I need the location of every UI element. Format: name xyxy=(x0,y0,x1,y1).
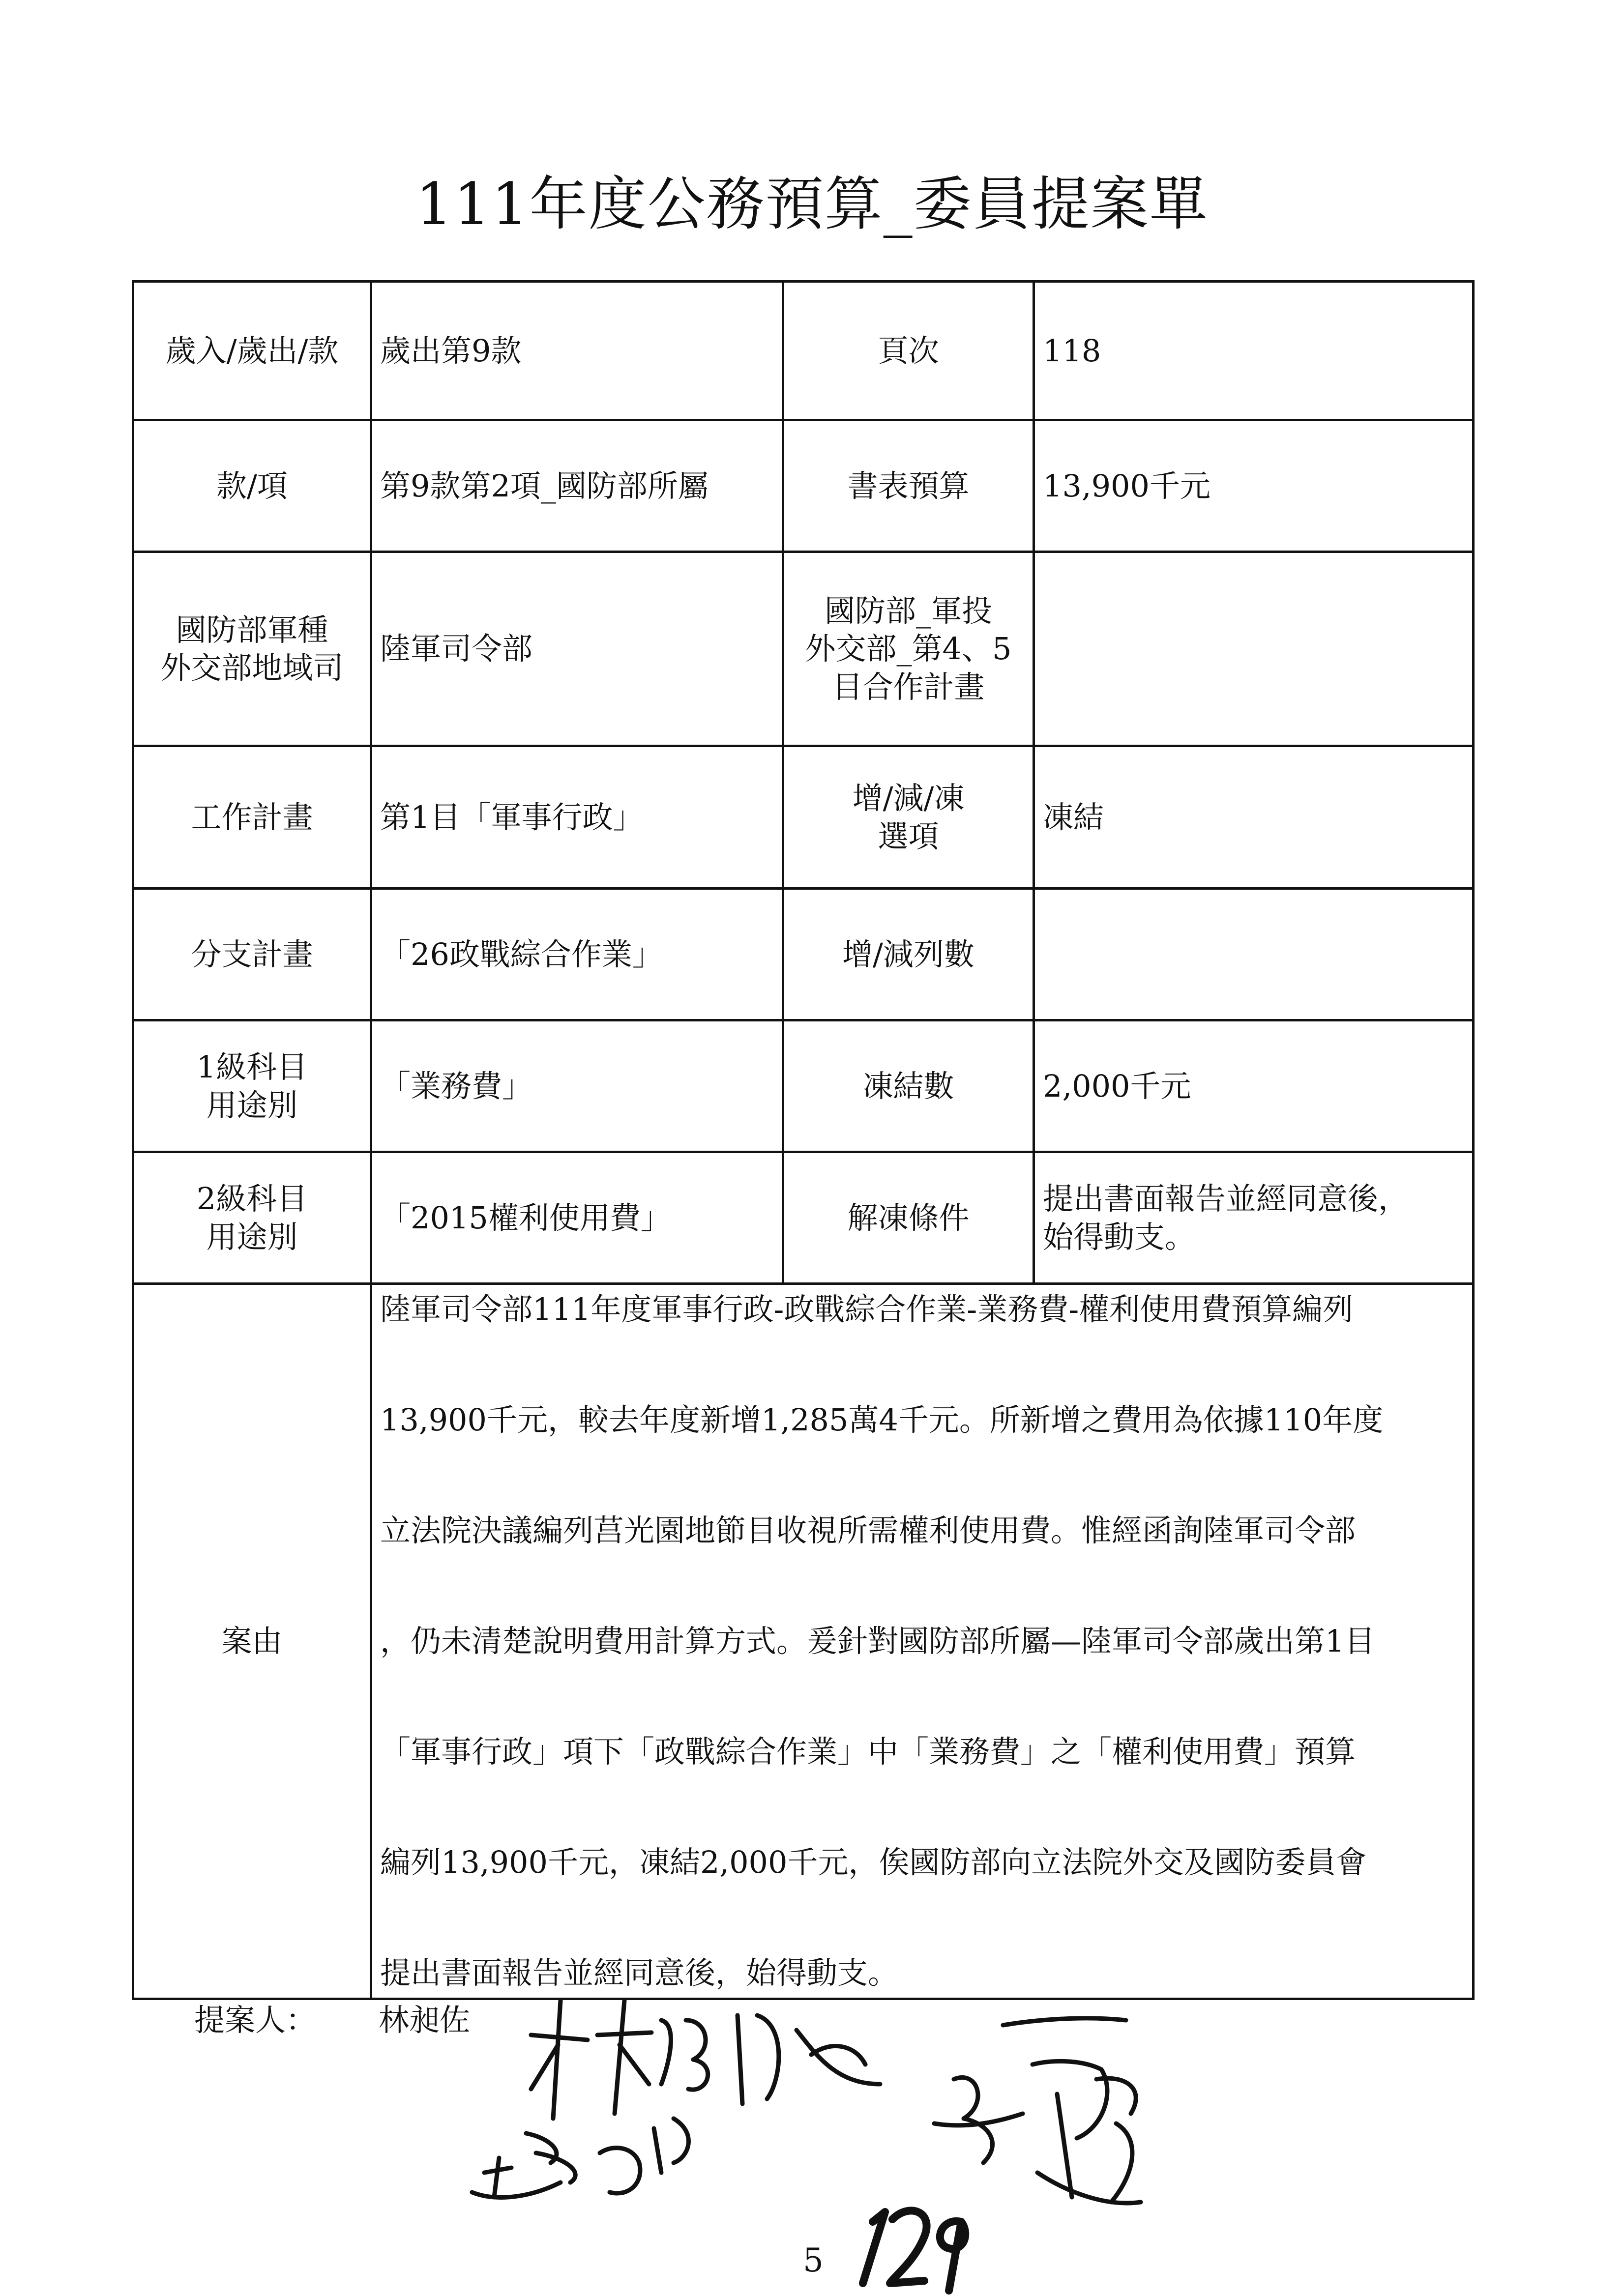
field-label-budget-amount: 書表預算 xyxy=(783,420,1034,552)
field-value-unfreeze-condition: 提出書面報告並經同意後， 始得動支。 xyxy=(1034,1152,1474,1284)
field-label-department: 國防部軍種 外交部地域司 xyxy=(133,552,371,746)
handwritten-signature xyxy=(934,2018,1141,2203)
field-label-amount-change: 增/減列數 xyxy=(783,889,1034,1020)
reason-line: ，仍未清楚說明費用計算方式。爰針對國防部所屬—陸軍司令部歲出第1目 xyxy=(380,1623,1375,1659)
reason-line: 編列13,900千元，凍結2,000千元，俟國防部向立法院外交及國防委員會 xyxy=(380,1844,1367,1880)
field-label-level2-item: 2級科目 用途別 xyxy=(133,1152,371,1284)
field-label-level1-item: 1級科目 用途別 xyxy=(133,1020,371,1152)
handwritten-signature xyxy=(531,2001,880,2119)
reason-line: 提出書面報告並經同意後，始得動支。 xyxy=(380,1955,899,1991)
proposer-label: 提案人： xyxy=(194,2002,317,2038)
field-value-option: 凍結 xyxy=(1034,746,1474,889)
page-title: 111年度公務預算_委員提案單 xyxy=(415,170,1209,238)
handwritten-page-number xyxy=(863,2210,965,2291)
field-label-reason: 案由 xyxy=(133,1284,371,1999)
field-value-budget-type: 歲出第9款 xyxy=(371,282,783,420)
field-value-section: 第9款第2項_國防部所屬 xyxy=(371,420,783,552)
field-value-sub-plan: 「26政戰綜合作業」 xyxy=(371,889,783,1020)
page-number: 5 xyxy=(803,2241,824,2279)
field-label-section: 款/項 xyxy=(133,420,371,552)
field-value-page: 118 xyxy=(1034,282,1474,420)
field-label-work-plan: 工作計畫 xyxy=(133,746,371,889)
field-label-unfreeze-condition: 解凍條件 xyxy=(783,1152,1034,1284)
field-label-page: 頁次 xyxy=(783,282,1034,420)
handwritten-signature xyxy=(472,2119,688,2197)
field-value-work-plan: 第1目「軍事行政」 xyxy=(371,746,783,889)
field-label-frozen-amount: 凍結數 xyxy=(783,1020,1034,1152)
field-value-level2-item: 「2015權利使用費」 xyxy=(371,1152,783,1284)
proposer-name: 林昶佐 xyxy=(379,2002,471,2038)
field-label-option: 增/減/凍 選項 xyxy=(783,746,1034,889)
field-label-cooperation-plan: 國防部_軍投 外交部_第4、5 目合作計畫 xyxy=(783,552,1034,746)
reason-line: 13,900千元，較去年度新增1,285萬4千元。所新增之費用為依據110年度 xyxy=(380,1402,1384,1438)
field-value-budget-amount: 13,900千元 xyxy=(1034,420,1474,552)
field-value-level1-item: 「業務費」 xyxy=(371,1020,783,1152)
reason-line: 立法院決議編列莒光園地節目收視所需權利使用費。惟經函詢陸軍司令部 xyxy=(380,1512,1356,1548)
field-value-frozen-amount: 2,000千元 xyxy=(1034,1020,1474,1152)
field-label-budget-type: 歲入/歲出/款 xyxy=(133,282,371,420)
field-label-sub-plan: 分支計畫 xyxy=(133,889,371,1020)
reason-line: 陸軍司令部111年度軍事行政-政戰綜合作業-業務費-權利使用費預算編列 xyxy=(380,1291,1354,1327)
reason-line: 「軍事行政」項下「政戰綜合作業」中「業務費」之「權利使用費」預算 xyxy=(380,1734,1356,1770)
field-value-department: 陸軍司令部 xyxy=(371,552,783,746)
